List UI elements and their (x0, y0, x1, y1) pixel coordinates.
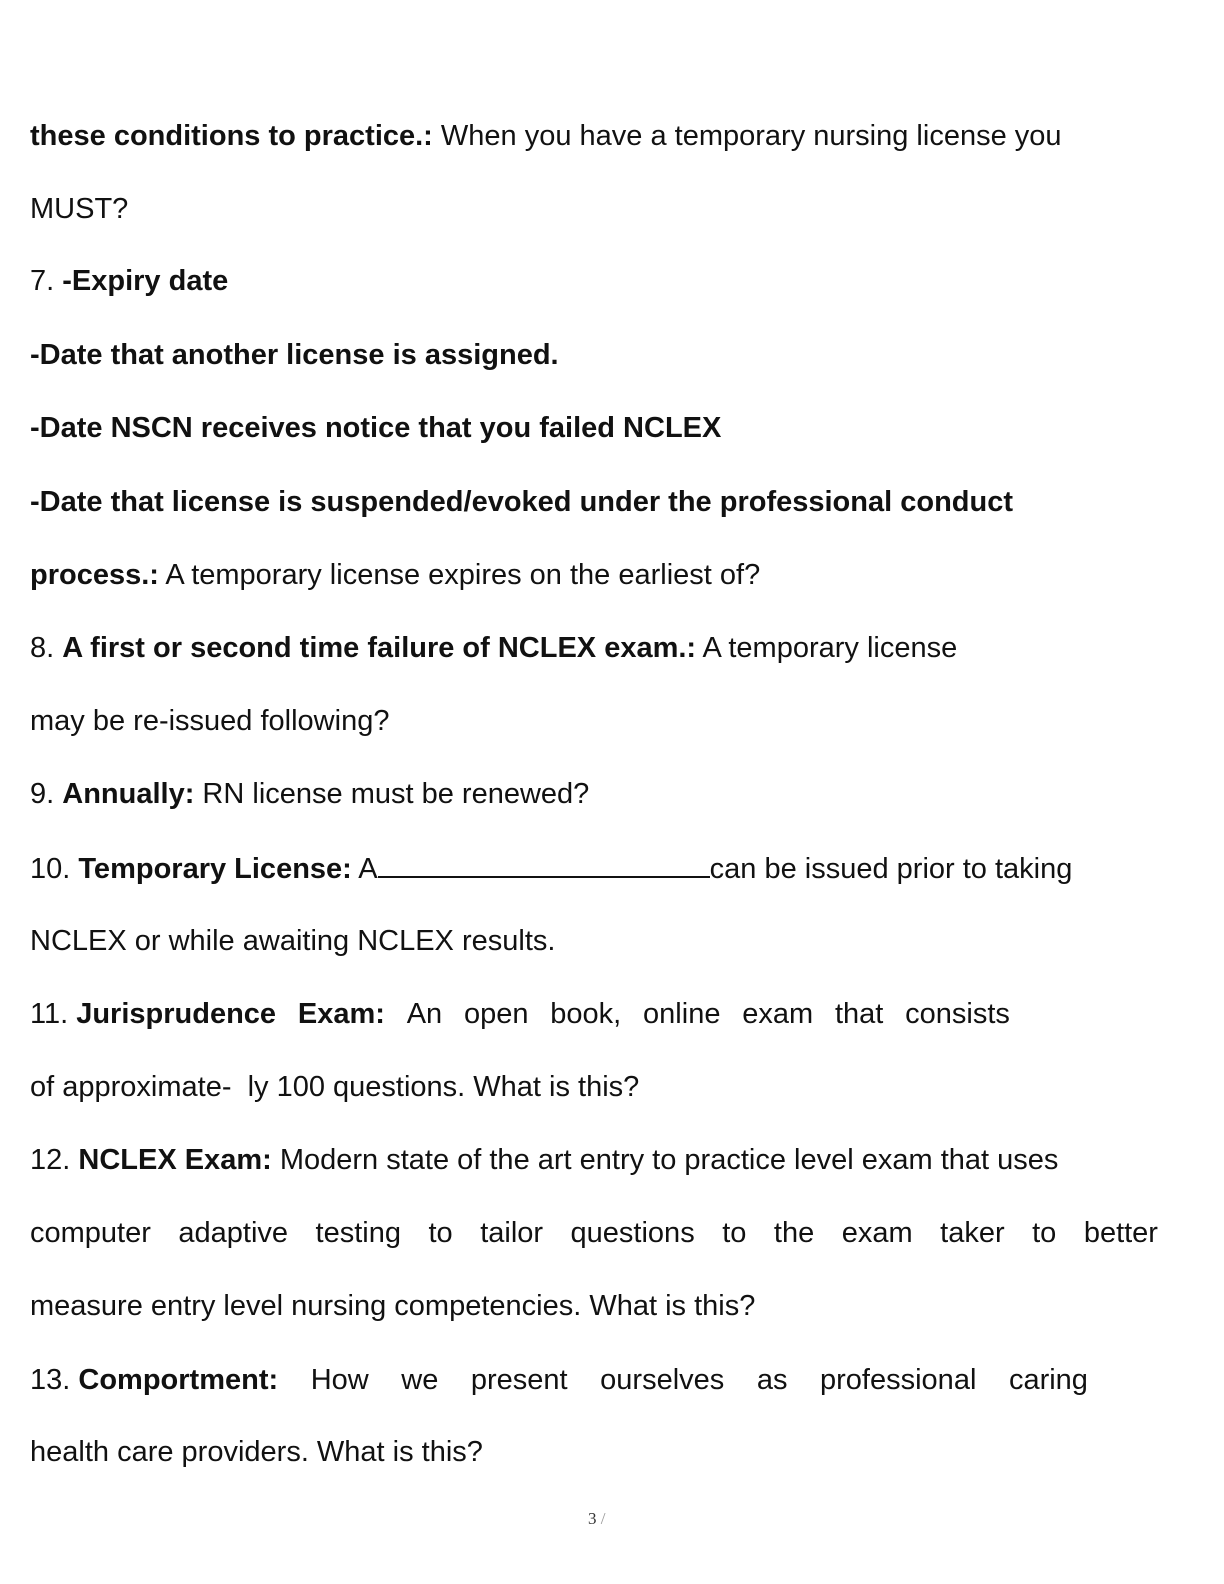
item-number: 10. (30, 853, 79, 885)
word: adaptive (178, 1217, 289, 1249)
page-number-value: 3 (588, 1509, 597, 1528)
word: caring (1008, 1364, 1088, 1396)
text-line-14 (30, 1067, 1160, 1107)
bold-phrase: process.: (30, 559, 159, 591)
item-number: 7. (30, 265, 63, 297)
item-lead (30, 1360, 278, 1400)
word: taker (940, 1217, 1005, 1249)
bold-phrase: Temporary License: (78, 853, 352, 885)
word: book, (550, 998, 622, 1030)
item-lead (30, 994, 276, 1034)
bold-phrase: -Date NSCN receives notice that you failed NCLEX (30, 412, 722, 444)
word: tailor (480, 1217, 544, 1249)
justified-line-16 (30, 1213, 1158, 1253)
plain-text: of approximate- ly 100 questions. What is this? (30, 1071, 640, 1103)
bold-phrase: Comportment: (78, 1364, 279, 1396)
text-line-5 (30, 408, 1160, 448)
word: open (463, 998, 529, 1030)
word: An (406, 998, 443, 1030)
word: testing (315, 1217, 401, 1249)
plain-text: A (351, 853, 378, 885)
word: to (428, 1217, 453, 1249)
word: that (834, 998, 884, 1030)
item-9-line (30, 774, 1160, 814)
word: the (773, 1217, 815, 1249)
word: we (401, 1364, 439, 1396)
item-8-line (30, 628, 1160, 668)
word: present (470, 1364, 568, 1396)
bold-phrase: A first or second time failure of NCLEX exam.: (62, 632, 697, 664)
plain-text: A temporary license expires on the earliest of? (158, 559, 761, 591)
text-line-19 (30, 1432, 1160, 1472)
plain-text: measure entry level nursing competencies. What is this? (30, 1290, 756, 1322)
item-number: 12. (30, 1144, 79, 1176)
word: online (643, 998, 721, 1030)
plain-text: MUST? (30, 193, 129, 225)
plain-text: A temporary license (696, 632, 958, 664)
text-line-2 (30, 189, 1160, 229)
item-12-line (30, 1140, 1160, 1180)
bold-phrase: -Date that another license is assigned. (30, 339, 559, 371)
fill-in-blank (378, 848, 710, 878)
word: How (310, 1364, 369, 1396)
item-number: 13. (30, 1364, 79, 1396)
item-11-line (30, 994, 1010, 1034)
word: ourselves (600, 1364, 725, 1396)
item-10-line (30, 848, 1160, 889)
text-line-12 (30, 921, 1160, 961)
bold-phrase: -Date that license is suspended/evoked under the professional conduct (30, 486, 1013, 518)
text-line-6 (30, 482, 1160, 522)
text-line-7 (30, 555, 1160, 595)
bold-phrase: these conditions to practice.: (30, 120, 433, 152)
bold-phrase: Annually: (62, 778, 195, 810)
bold-phrase: -Expiry date (62, 265, 229, 297)
plain-text: can be issued prior to taking (709, 853, 1073, 885)
word: computer (30, 1217, 151, 1249)
item-number: 11. (30, 998, 77, 1030)
word: professional (820, 1364, 977, 1396)
plain-text: health care providers. What is this? (30, 1436, 483, 1468)
word: to (1032, 1217, 1057, 1249)
word: questions (570, 1217, 695, 1249)
text-line-17 (30, 1286, 1160, 1326)
word: exam (841, 1217, 913, 1249)
item-7-line (30, 261, 1160, 301)
word: to (722, 1217, 747, 1249)
plain-text: Modern state of the art entry to practice level exam that uses (271, 1144, 1059, 1176)
text-line-1 (30, 116, 1160, 156)
page-separator: / (600, 1509, 606, 1528)
text-line-4 (30, 335, 1160, 375)
word: consists (905, 998, 1010, 1030)
plain-text: RN license must be renewed? (194, 778, 590, 810)
item-number: 9. (30, 778, 63, 810)
item-number: 8. (30, 632, 63, 664)
item-13-line (30, 1360, 1088, 1400)
word: Exam: (297, 998, 385, 1030)
plain-text: NCLEX or while awaiting NCLEX results. (30, 925, 556, 957)
word: as (756, 1364, 788, 1396)
bold-phrase: NCLEX Exam: (78, 1144, 272, 1176)
word: better (1083, 1217, 1158, 1249)
plain-text: may be re-issued following? (30, 705, 390, 737)
text-line-9 (30, 701, 1160, 741)
plain-text: When you have a temporary nursing license you (432, 120, 1062, 152)
page-number (588, 1508, 605, 1530)
word: exam (742, 998, 814, 1030)
bold-phrase: Jurisprudence (76, 998, 277, 1030)
